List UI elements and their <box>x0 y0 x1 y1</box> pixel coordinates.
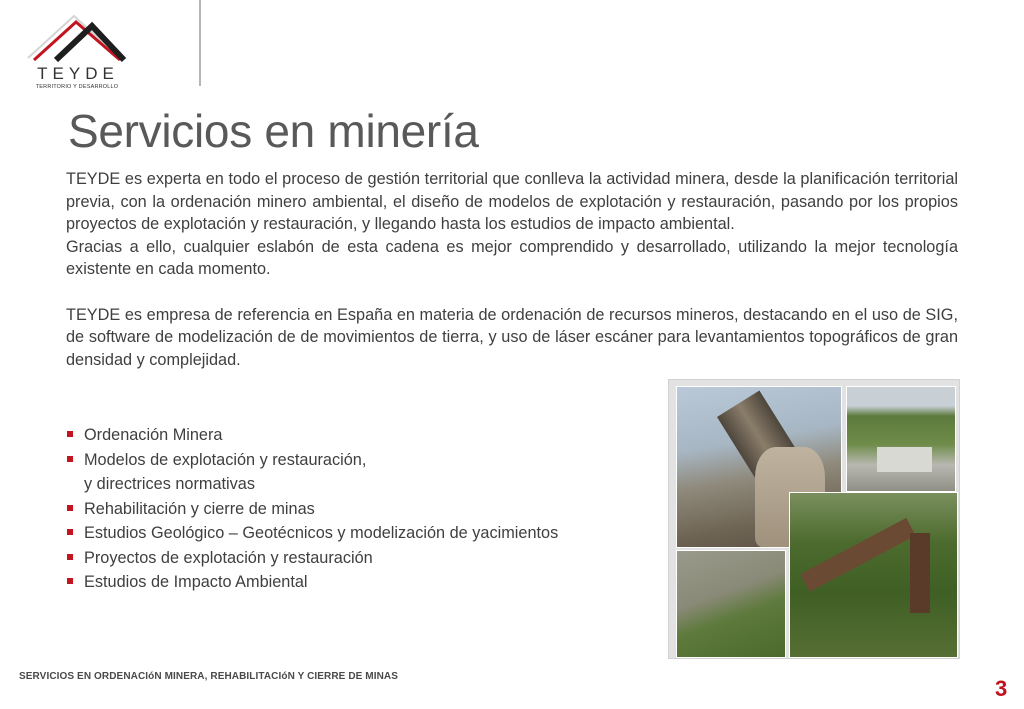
footer-caption: SERVICIOS EN ORDENACIóN MINERA, REHABILITACIóN Y CIERRE DE MINAS <box>19 671 399 682</box>
hillside-photo <box>676 550 786 658</box>
mining-photo-collage <box>668 379 960 659</box>
list-item-text: Estudios Geológico – Geotécnicos y modelización de yacimientos <box>84 524 559 542</box>
page-title: Servicios en minería <box>68 105 479 157</box>
intro-paragraph: TEYDE es empresa de referencia en España en materia de ordenación de recursos mineros, destacando en el uso de SIG, de software de modelización de de movimientos de tierra, y uso de láser escáner para levantamientos topográficos de gran densidad y complejidad. <box>66 305 958 369</box>
red-square-bullet-icon <box>67 431 73 437</box>
list-item <box>66 546 558 571</box>
mine-conveyor-structure <box>800 518 915 592</box>
list-item-text: Ordenación Minera <box>84 426 223 444</box>
plant-building <box>877 447 932 472</box>
teyde-logo <box>26 10 128 92</box>
logo-tagline: TERRITORIO Y DESARROLLO <box>35 84 119 90</box>
forest-mine-photo <box>789 492 958 658</box>
logo-name: TEYDE <box>37 64 119 83</box>
page-number: 3 <box>995 676 1008 701</box>
list-item-text: Rehabilitación y cierre de minas <box>84 499 315 518</box>
list-item <box>66 423 558 448</box>
intro-text <box>66 168 958 371</box>
list-item-text: Estudios de Impacto Ambiental <box>84 573 308 591</box>
intro-paragraph: Gracias a ello, cualquier eslabón de esta cadena es mejor comprendido y desarrollado, utilizando la mejor tecnología existente en cada momento. <box>66 237 958 279</box>
red-square-bullet-icon <box>67 505 73 511</box>
list-item-text: Proyectos de explotación y restauración <box>84 548 373 567</box>
red-square-bullet-icon <box>67 578 73 584</box>
list-item-text: Modelos de explotación y restauración, y directrices normativas <box>84 450 367 493</box>
list-item <box>66 497 558 522</box>
header-divider <box>199 0 201 86</box>
red-square-bullet-icon <box>67 554 73 560</box>
list-item <box>66 521 558 546</box>
quarry-plant-photo <box>846 386 956 492</box>
list-item <box>66 570 558 595</box>
red-square-bullet-icon <box>67 529 73 535</box>
mountain-roof-logo-icon <box>26 10 128 66</box>
red-square-bullet-icon <box>67 456 73 462</box>
mine-tower <box>910 533 930 613</box>
services-list <box>66 423 558 595</box>
intro-paragraph: TEYDE es experta en todo el proceso de gestión territorial que conlleva la actividad minera, desde la planificación territorial previa, con la ordenación minero ambiental, el diseño de modelos de explotación y restauración, pasando por los propios proyectos de explotación y restauración, y llegando hasta los estudios de impacto ambiental. <box>66 170 958 234</box>
list-item <box>66 448 558 497</box>
